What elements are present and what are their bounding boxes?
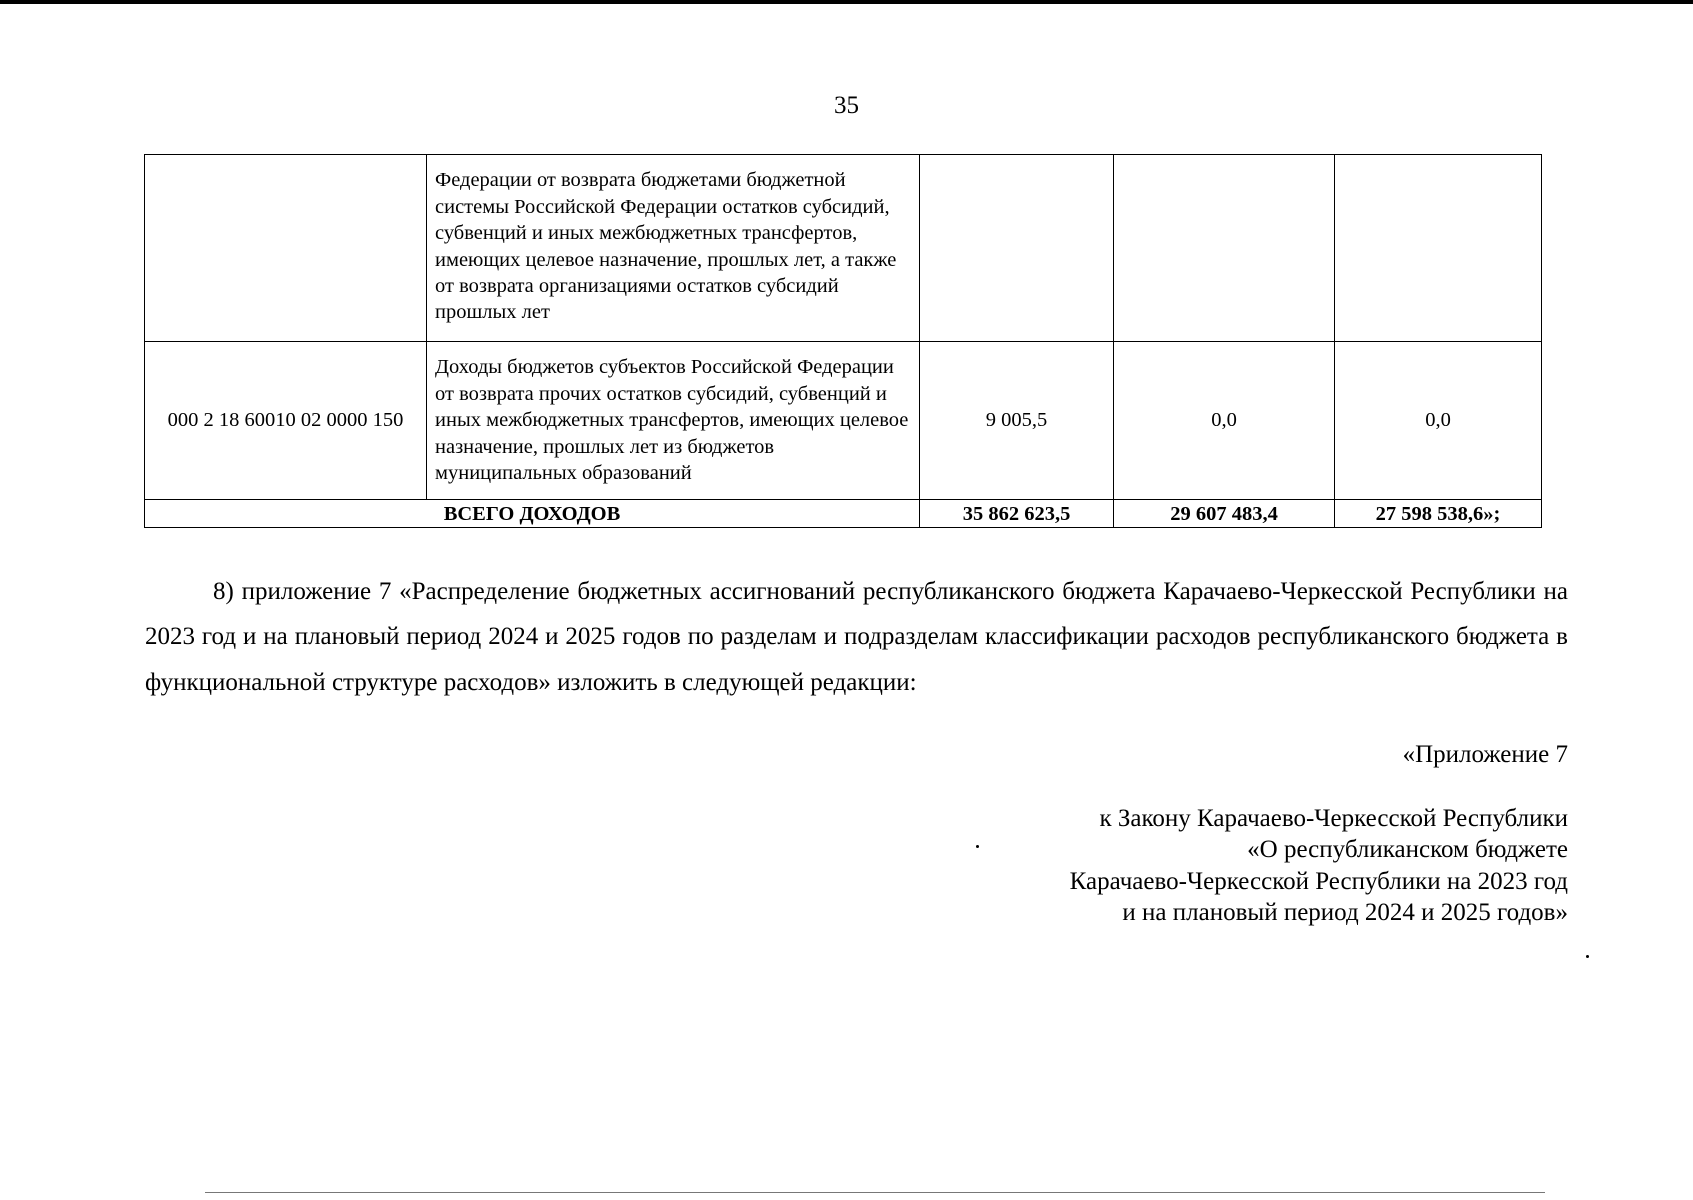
page-number: 35 [834,92,859,119]
appendix-heading [1070,803,1568,928]
income-table [144,154,1542,528]
total-row [145,500,1542,528]
total-2023: 35 862 623,5 [920,500,1114,528]
scan-speck [1586,955,1589,958]
appendix-line: и на плановый период 2024 и 2025 годов» [1122,898,1568,926]
appendix-line: Карачаево-Черкесской Республики на 2023 год [1069,867,1568,895]
cell-2023: 9 005,5 [920,342,1114,500]
cell-code: 000 2 18 60010 02 0000 150 [145,342,427,500]
cell-2025: 0,0 [1335,342,1542,500]
cell-2024 [1114,155,1335,342]
top-border-line [0,0,1693,4]
total-2024: 29 607 483,4 [1114,500,1335,528]
bottom-border-line [205,1192,1545,1193]
appendix-title: «Приложение 7 [1402,741,1568,768]
appendix-line: к Закону Карачаево-Черкесской Республики [1099,805,1568,832]
cell-name: Доходы бюджетов субъектов Российской Федерации от возврата прочих остатков субсидий, субвенций и иных межбюджетных трансфертов, имеющих целевое назначение, прошлых лет из бюджетов муниципальных образований [427,342,920,500]
total-label: ВСЕГО ДОХОДОВ [145,500,920,528]
amendment-paragraph: 8) приложение 7 «Распределение бюджетных ассигнований республиканского бюджета Карачаево-Черкесской Республики на 2023 год и на плановый период 2024 и 2025 годов по разделам и подразделам классификации расходов республиканского бюджета в функциональной структуре расходов» изложить в следующей редакции: [145,578,1568,696]
appendix-line: «О республиканском бюджете [1247,836,1568,864]
cell-2024: 0,0 [1114,342,1335,500]
table-row [145,342,1542,500]
cell-2025 [1335,155,1542,342]
total-2025: 27 598 538,6»; [1335,500,1542,528]
cell-name: Федерации от возврата бюджетами бюджетной системы Российской Федерации остатков субсидий, субвенций и иных межбюджетных трансфертов, имеющих целевое назначение, прошлых лет, а также от возврата организациями остатков субсидий прошлых лет [427,155,920,342]
scan-speck [976,845,979,848]
table-row [145,155,1542,342]
cell-code [145,155,427,342]
cell-2023 [920,155,1114,342]
